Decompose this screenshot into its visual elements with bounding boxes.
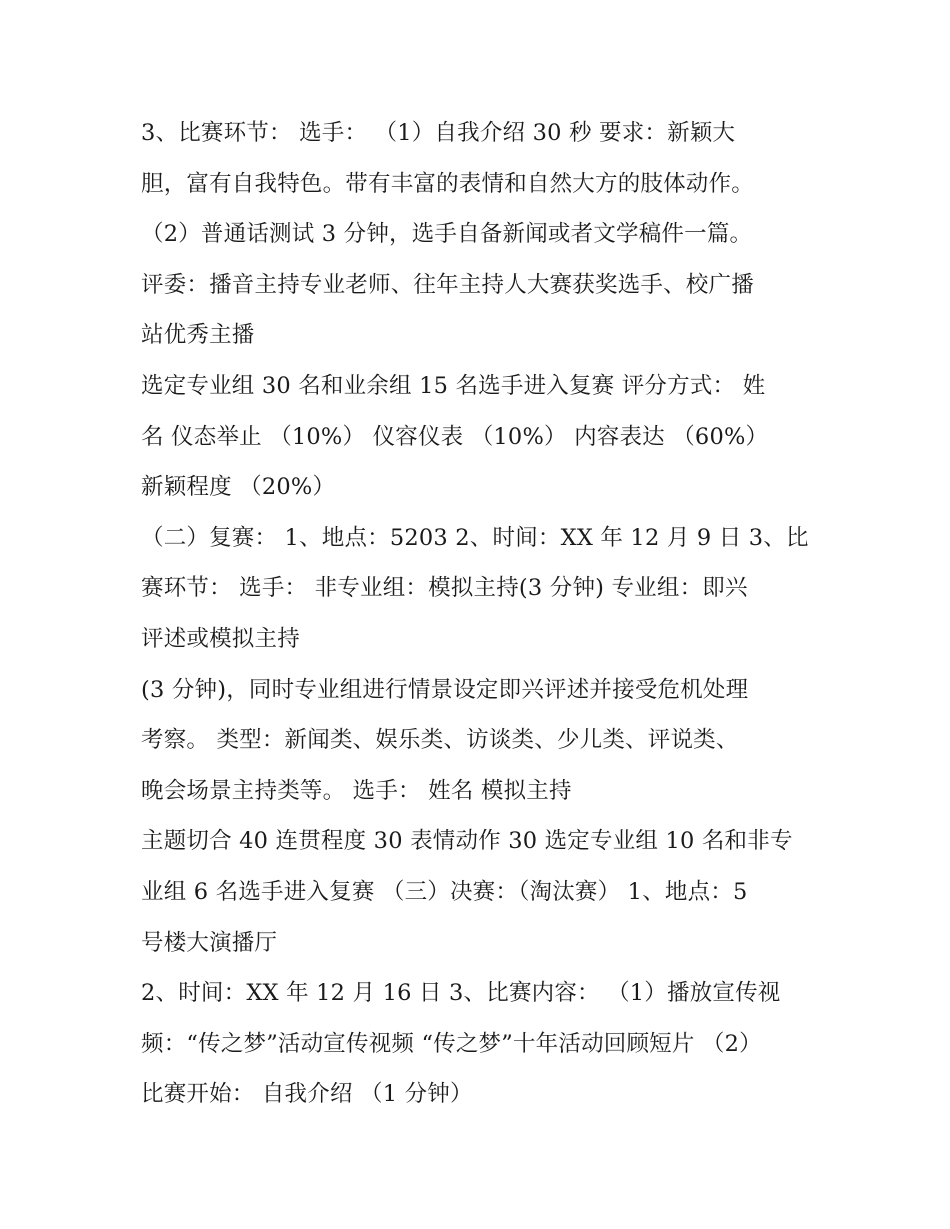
document-body <box>141 108 821 1120</box>
text-line: 评委：播音主持专业老师、往年主持人大赛获奖选手、校广播 <box>141 271 754 298</box>
text-line: 考察。 类型：新闻类、娱乐类、访谈类、少儿类、评说类、 <box>141 727 739 754</box>
text-line: 晚会场景主持类等。 选手： 姓名 模拟主持 <box>141 777 572 804</box>
text-line: 频：“传之梦”活动宣传视频 “传之梦”十年活动回顾短片 （2） <box>141 1030 762 1057</box>
text-line: （二）复赛： 1、地点：5203 2、时间：XX 年 12 月 9 日 3、比 <box>141 524 809 551</box>
text-line: 3、比赛环节： 选手： （1）自我介绍 30 秒 要求：新颖大 <box>141 120 736 146</box>
text-line: 新颖程度 （20%） <box>141 474 336 501</box>
text-line: 名 仪态举止 （10%） 仪容仪表 （10%） 内容表达 （60%） <box>141 423 769 450</box>
text-line: (3 分钟)，同时专业组进行情景设定即兴评述并接受危机处理 <box>141 676 749 703</box>
text-line: 主题切合 40 连贯程度 30 表情动作 30 选定专业组 10 名和非专 <box>141 828 793 855</box>
text-line: 号楼大演播厅 <box>141 929 278 956</box>
text-line: 比赛开始： 自我介绍 （1 分钟） <box>141 1081 473 1108</box>
text-line: 选定专业组 30 名和业余组 15 名选手进入复赛 评分方式： 姓 <box>141 372 766 399</box>
text-line: 胆，富有自我特色。带有丰富的表情和自然大方的肢体动作。 <box>141 170 754 197</box>
text-line: 站优秀主播 <box>141 322 255 349</box>
text-line: 2、时间：XX 年 12 月 16 日 3、比赛内容： （1）播放宣传视 <box>141 980 781 1007</box>
text-line: （2）普通话测试 3 分钟，选手自备新闻或者文学稿件一篇。 <box>141 221 753 248</box>
text-line: 赛环节： 选手： 非专业组：模拟主持(3 分钟) 专业组：即兴 <box>141 575 748 602</box>
text-line: 评述或模拟主持 <box>141 625 300 652</box>
text-line: 业组 6 名选手进入复赛 （三）决赛：（淘汰赛） 1、地点：5 <box>141 878 748 905</box>
